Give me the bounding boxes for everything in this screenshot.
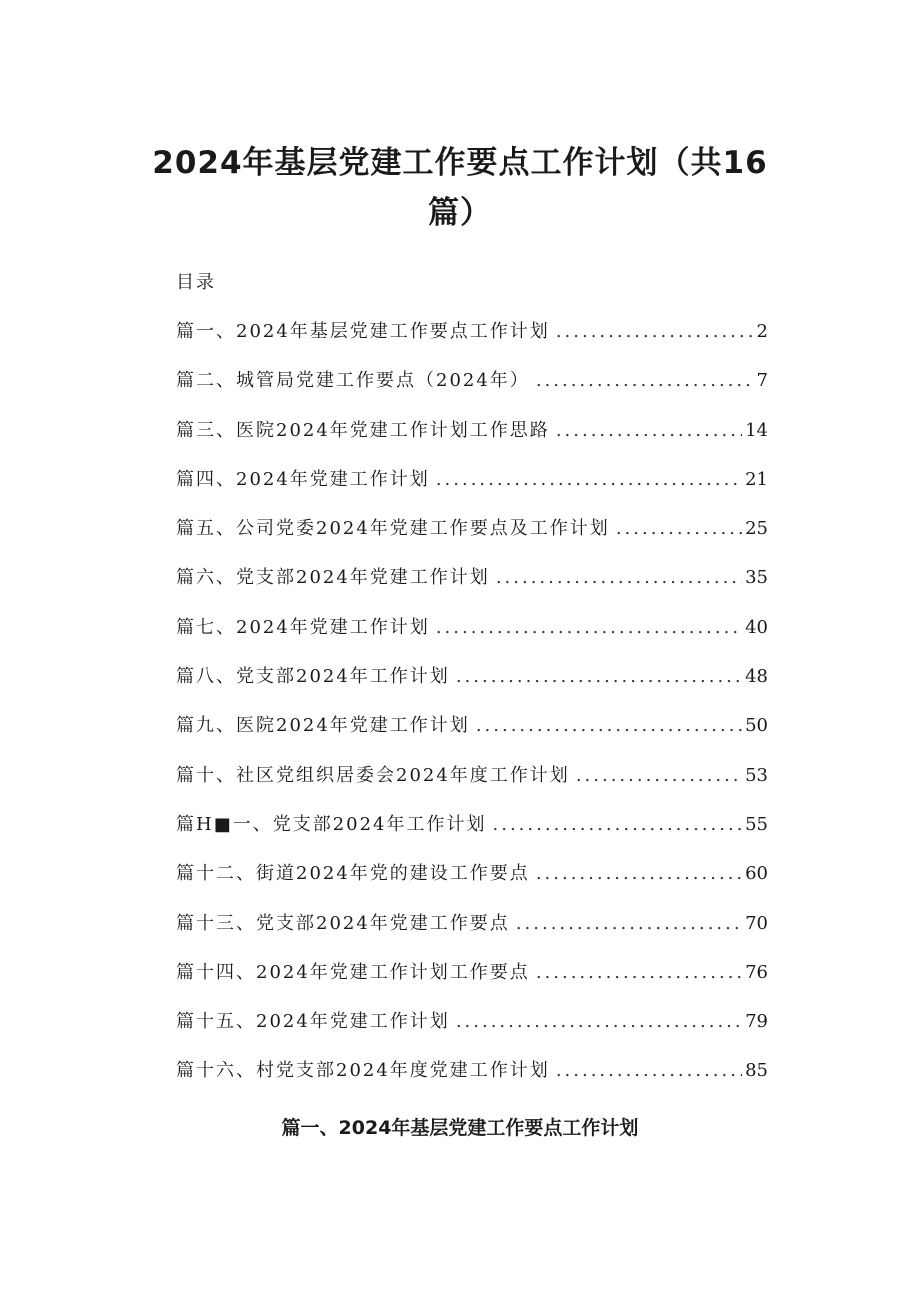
toc-entry-label: 篇一、2024年基层党建工作要点工作计划 [176,321,550,342]
toc-leader-dots [436,615,742,641]
toc-entry-label: 篇十六、村党支部2024年度党建工作计划 [176,1060,550,1082]
toc-entry-11[interactable] [176,812,768,861]
toc-entry-page: 21 [745,468,768,490]
toc-entry-page: 7 [756,370,768,392]
toc-leader-dots [536,960,742,986]
toc-entry-label: 篇十四、2024年党建工作计划工作要点 [176,961,530,983]
toc-entry-9[interactable] [176,713,768,762]
toc-leader-dots [496,565,742,591]
toc-entry-6[interactable] [176,565,768,614]
toc-entry-13[interactable] [176,911,768,960]
toc-entry-4[interactable] [176,467,768,516]
toc-entry-label: 篇七、2024年党建工作计划 [176,616,430,638]
table-of-contents [176,319,768,1108]
toc-entry-label: 篇二、城管局党建工作要点（2024年） [176,370,530,392]
document-title-line-1: 2024年基层党建工作要点工作计划（共16 [152,145,768,181]
section-heading: 篇一、2024年基层党建工作要点工作计划 [281,1117,639,1139]
toc-entry-page: 76 [745,961,768,983]
toc-entry-14[interactable] [176,960,768,1009]
toc-entry-label: 篇十、社区党组织居委会2024年度工作计划 [176,764,570,786]
toc-entry-page: 25 [745,518,768,540]
toc-leader-dots [516,911,742,937]
toc-entry-page: 40 [745,616,768,638]
toc-heading: 目录 [176,272,216,293]
toc-entry-page: 85 [745,1060,768,1082]
toc-leader-dots [456,664,742,690]
toc-entry-label: 篇六、党支部2024年党建工作计划 [176,567,490,589]
toc-entry-label: 篇十二、街道2024年党的建设工作要点 [176,863,530,885]
toc-entry-label: 篇九、医院2024年党建工作计划 [176,715,470,737]
toc-entry-page: 35 [745,567,768,589]
toc-entry-label: 篇四、2024年党建工作计划 [176,468,430,490]
toc-leader-dots [476,713,742,739]
toc-entry-page: 48 [745,666,768,688]
toc-entry-page: 70 [745,912,768,934]
toc-entry-page: 53 [745,764,768,786]
toc-leader-dots [456,1009,742,1035]
document-title [150,138,770,238]
toc-entry-page: 50 [745,715,768,737]
toc-entry-label: 篇五、公司党委2024年党建工作要点及工作计划 [176,518,610,540]
document-title-line-2: 篇） [428,195,492,231]
toc-entry-10[interactable] [176,763,768,812]
toc-entry-label: 篇十三、党支部2024年党建工作要点 [176,912,510,934]
toc-entry-2[interactable] [176,368,768,417]
toc-entry-label: 篇十五、2024年党建工作计划 [176,1011,450,1033]
toc-entry-label: 篇三、医院2024年党建工作计划工作思路 [176,419,550,441]
toc-entry-label: 篇H■一、党支部2024年工作计划 [176,813,487,835]
toc-entry-page: 79 [745,1011,768,1033]
toc-entry-page: 14 [745,419,768,441]
toc-entry-16[interactable] [176,1058,768,1107]
toc-entry-8[interactable] [176,664,768,713]
toc-leader-dots [616,516,742,542]
toc-entry-7[interactable] [176,615,768,664]
toc-entry-page: 2 [756,321,768,342]
toc-leader-dots [556,418,742,444]
toc-entry-15[interactable] [176,1009,768,1058]
toc-entry-page: 60 [745,863,768,885]
toc-leader-dots [576,763,742,789]
toc-leader-dots [556,319,754,345]
toc-entry-3[interactable] [176,418,768,467]
toc-entry-page: 55 [745,813,768,835]
toc-leader-dots [536,368,754,394]
toc-entry-5[interactable] [176,516,768,565]
toc-entry-12[interactable] [176,861,768,910]
toc-leader-dots [556,1058,742,1084]
toc-leader-dots [493,812,743,838]
toc-entry-label: 篇八、党支部2024年工作计划 [176,666,450,688]
toc-leader-dots [436,467,742,493]
toc-entry-1[interactable] [176,319,768,368]
toc-leader-dots [536,861,742,887]
